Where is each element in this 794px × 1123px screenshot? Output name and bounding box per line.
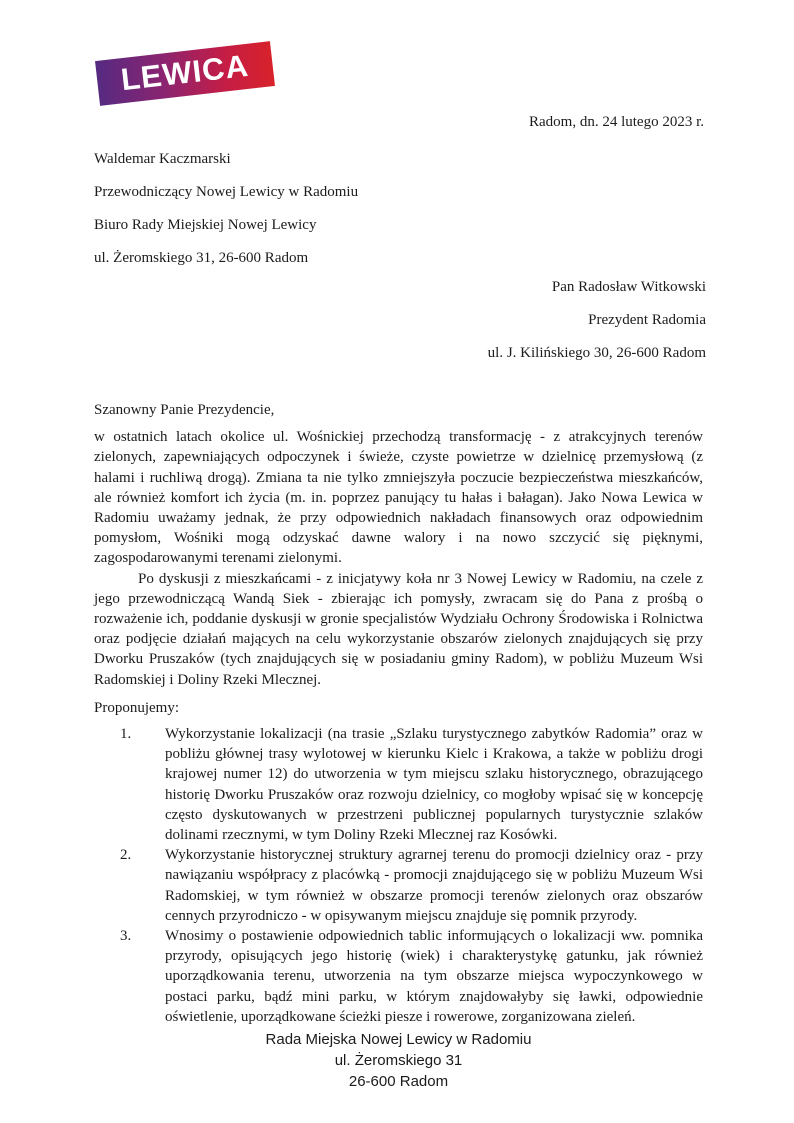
proposal-item-2 [94, 845, 703, 926]
recipient-address: ul. J. Kilińskiego 30, 26-600 Radom [487, 345, 706, 361]
proposals-list [94, 724, 703, 1027]
footer-street: ul. Żeromskiego 31 [334, 1052, 463, 1070]
proposal-number-2: 2. [120, 847, 132, 864]
proposal-item-1 [94, 724, 703, 845]
proposal-number-1: 1. [120, 726, 132, 743]
sender-name: Waldemar Kaczmarski [94, 151, 231, 167]
salutation: Szanowny Panie Prezydencie, [94, 402, 275, 418]
lewica-logo-text: LEWICA [119, 47, 251, 98]
sender-title: Przewodniczący Nowej Lewicy w Radomiu [94, 184, 359, 200]
date-line: Radom, dn. 24 lutego 2023 r. [529, 114, 704, 130]
sender-address: ul. Żeromskiego 31, 26-600 Radom [94, 250, 309, 266]
proposal-number-3: 3. [120, 928, 132, 945]
lewica-logo-banner [95, 41, 275, 106]
lewica-logo [95, 40, 277, 108]
recipient-title: Prezydent Radomia [588, 312, 706, 328]
proposal-text-3: Wnosimy o postawienie odpowiednich tablic informujących o lokalizacji ww. pomnika przyrody, opisujących jego historię (wiek) i charakterystykę gatunku, jak również uporządkowania terenu, utworzenia na tym obszarze miejsca wypoczynkowego w postaci parku, bądź mini parku, w którym znajdowałyby się ławki, odpowiednie oświetlenie, uporządkowane ścieżki piesze i rowerowe, zorganizowana zieleń. [165, 928, 703, 1025]
proposal-text-2: Wykorzystanie historycznej struktury agrarnej terenu do promocji dzielnicy oraz - przy nawiązaniu współpracy z placówką - promocji znajdującego się w pobliżu Muzeum Wsi Radomskiej, w tym również w obszarze promocji terenów zielonych oraz obszarów cennych przyrodniczo - w opisywanym miejscu znajduje się pomnik przyrody. [165, 847, 703, 924]
proposal-text-1: Wykorzystanie lokalizacji (na trasie „Szlaku turystycznego zabytków Radomia” oraz w pobliżu głównej trasy wylotowej w kierunku Kielc i Krakowa, a także w pobliżu drogi krajowej numer 12) do utworzenia w tym miejscu szlaku historycznego, obrazującego historię Dworku Pruszaków oraz rozwoju dzielnicy, co mogłoby wpisać się w koncepcję często dyskutowanych w przestrzeni publicznej popularnych turystycznie szlaków dolinami rzecznymi, w tym Doliny Rzeki Mlecznej raz Kosówki. [165, 726, 703, 844]
paragraph-1: w ostatnich latach okolice ul. Wośnickiej przechodzą transformację - z atrakcyjnych terenów zielonych, zapewniających odpoczynek i świeże, czyste powietrze w dzielnicę przemysłową (z halami i ruchliwą drogą). Zmiana ta nie tylko zmniejszyła poczucie bezpieczeństwa mieszkańców, ale również komfort ich życia (m. in. poprzez panujący tu hałas i bałagan). Jako Nowa Lewica w Radomiu uważamy jednak, że przy odpowiednich nakładach finansowych oraz odpowiednim pomysłom, Wośniki mogą odzyskać dawne walory i na nowo szczycić się pięknymi, zagospodarowanymi terenami zielonymi. [94, 429, 703, 567]
footer-block [94, 1029, 703, 1092]
sender-block [94, 143, 544, 275]
proposals-intro: Proponujemy: [94, 699, 179, 716]
sender-office: Biuro Rady Miejskiej Nowej Lewicy [94, 217, 317, 233]
footer-city: 26-600 Radom [348, 1073, 449, 1091]
recipient-block [94, 271, 706, 370]
letter-body [94, 400, 703, 1092]
footer-org: Rada Miejska Nowej Lewicy w Radomiu [265, 1031, 532, 1049]
paragraph-2: Po dyskusji z mieszkańcami - z inicjatywy koła nr 3 Nowej Lewicy w Radomiu, na czele z jego przewodniczącą Wandą Siek - zbierając ich pomysły, zwracam się do Pana z prośbą o rozważenie ich, poddanie dyskusji w gronie specjalistów Wydziału Ochrony Środowiska i Rolnictwa oraz podjęcie działań mających na celu wykorzystanie obszarów zielonych znajdujących się przy Dworku Pruszaków (tych znajdujących się w posiadaniu gminy Radom), w pobliżu Muzeum Wsi Radomskiej i Doliny Rzeki Mlecznej. [94, 570, 703, 688]
proposal-item-3 [94, 926, 703, 1027]
recipient-name: Pan Radosław Witkowski [551, 279, 706, 295]
